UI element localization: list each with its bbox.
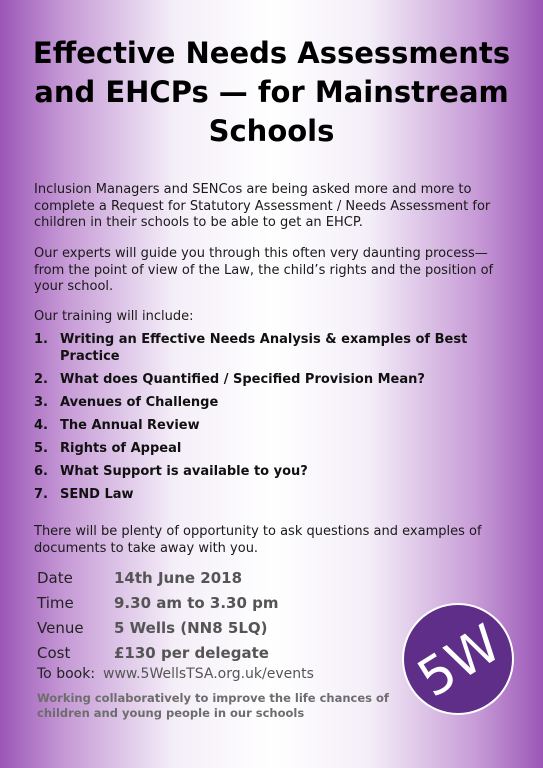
page-title: Effective Needs Assessments and EHCPs — for Mainstream Schools: [32, 36, 511, 148]
list-item-text: SEND Law: [60, 487, 134, 502]
list-item-number: 3.: [34, 395, 48, 410]
list-item-text: Writing an Effective Needs Analysis & examples of Best Practice: [60, 332, 468, 364]
intro-paragraph: Inclusion Managers and SENCos are being asked more and more to complete a Request for Statutory Assessment / Needs Assessment for children in their schools to be able to get an EHCP.: [34, 182, 491, 230]
detail-label: Time: [37, 593, 74, 612]
experts-paragraph: Our experts will guide you through this often very daunting process—from the point of view of the Law, the child’s rights and the position of your school.: [34, 246, 494, 294]
list-item: [34, 417, 514, 434]
detail-value: 5 Wells (NN8 5LQ): [114, 618, 268, 637]
training-intro: Our training will include:: [34, 309, 194, 324]
list-item-number: 7.: [34, 487, 48, 502]
list-item-number: 5.: [34, 441, 48, 456]
detail-label: Venue: [37, 618, 84, 637]
detail-row-venue: [37, 615, 279, 640]
list-item: [34, 463, 514, 480]
detail-row-time: [37, 590, 279, 615]
tagline: Working collaboratively to improve the life chances of children and young people in our schools: [37, 691, 389, 720]
5w-logo: [404, 605, 512, 713]
detail-value: 9.30 am to 3.30 pm: [114, 593, 279, 612]
detail-row-cost: [37, 640, 279, 665]
list-item-text: The Annual Review: [60, 418, 200, 433]
detail-value: £130 per delegate: [114, 643, 269, 662]
detail-row-date: [37, 565, 279, 590]
logo-text: 5W: [407, 613, 512, 710]
closing-paragraph: There will be plenty of opportunity to ask questions and examples of documents to take away with you.: [34, 524, 482, 556]
detail-label: Cost: [37, 643, 71, 662]
list-item-text: What Support is available to you?: [60, 464, 308, 479]
booking-label: To book:: [37, 666, 96, 682]
detail-value: 14th June 2018: [114, 568, 243, 587]
list-item-text: Avenues of Challenge: [60, 395, 219, 410]
list-item-number: 6.: [34, 464, 48, 479]
list-item-number: 1.: [34, 332, 48, 347]
list-item: [34, 331, 514, 365]
detail-label: Date: [37, 568, 73, 587]
list-item: [34, 371, 514, 388]
logo-graphic: [404, 605, 512, 713]
list-item: [34, 440, 514, 457]
training-list: [34, 331, 514, 509]
list-item: [34, 394, 514, 411]
event-details: [37, 565, 279, 665]
list-item: [34, 486, 514, 503]
booking-link[interactable]: www.5WellsTSA.org.uk/events: [103, 666, 314, 682]
booking-line: [37, 666, 314, 682]
list-item-text: Rights of Appeal: [60, 441, 182, 456]
list-item-number: 4.: [34, 418, 48, 433]
list-item-text: What does Quantified / Specified Provision Mean?: [60, 372, 425, 387]
list-item-number: 2.: [34, 372, 48, 387]
